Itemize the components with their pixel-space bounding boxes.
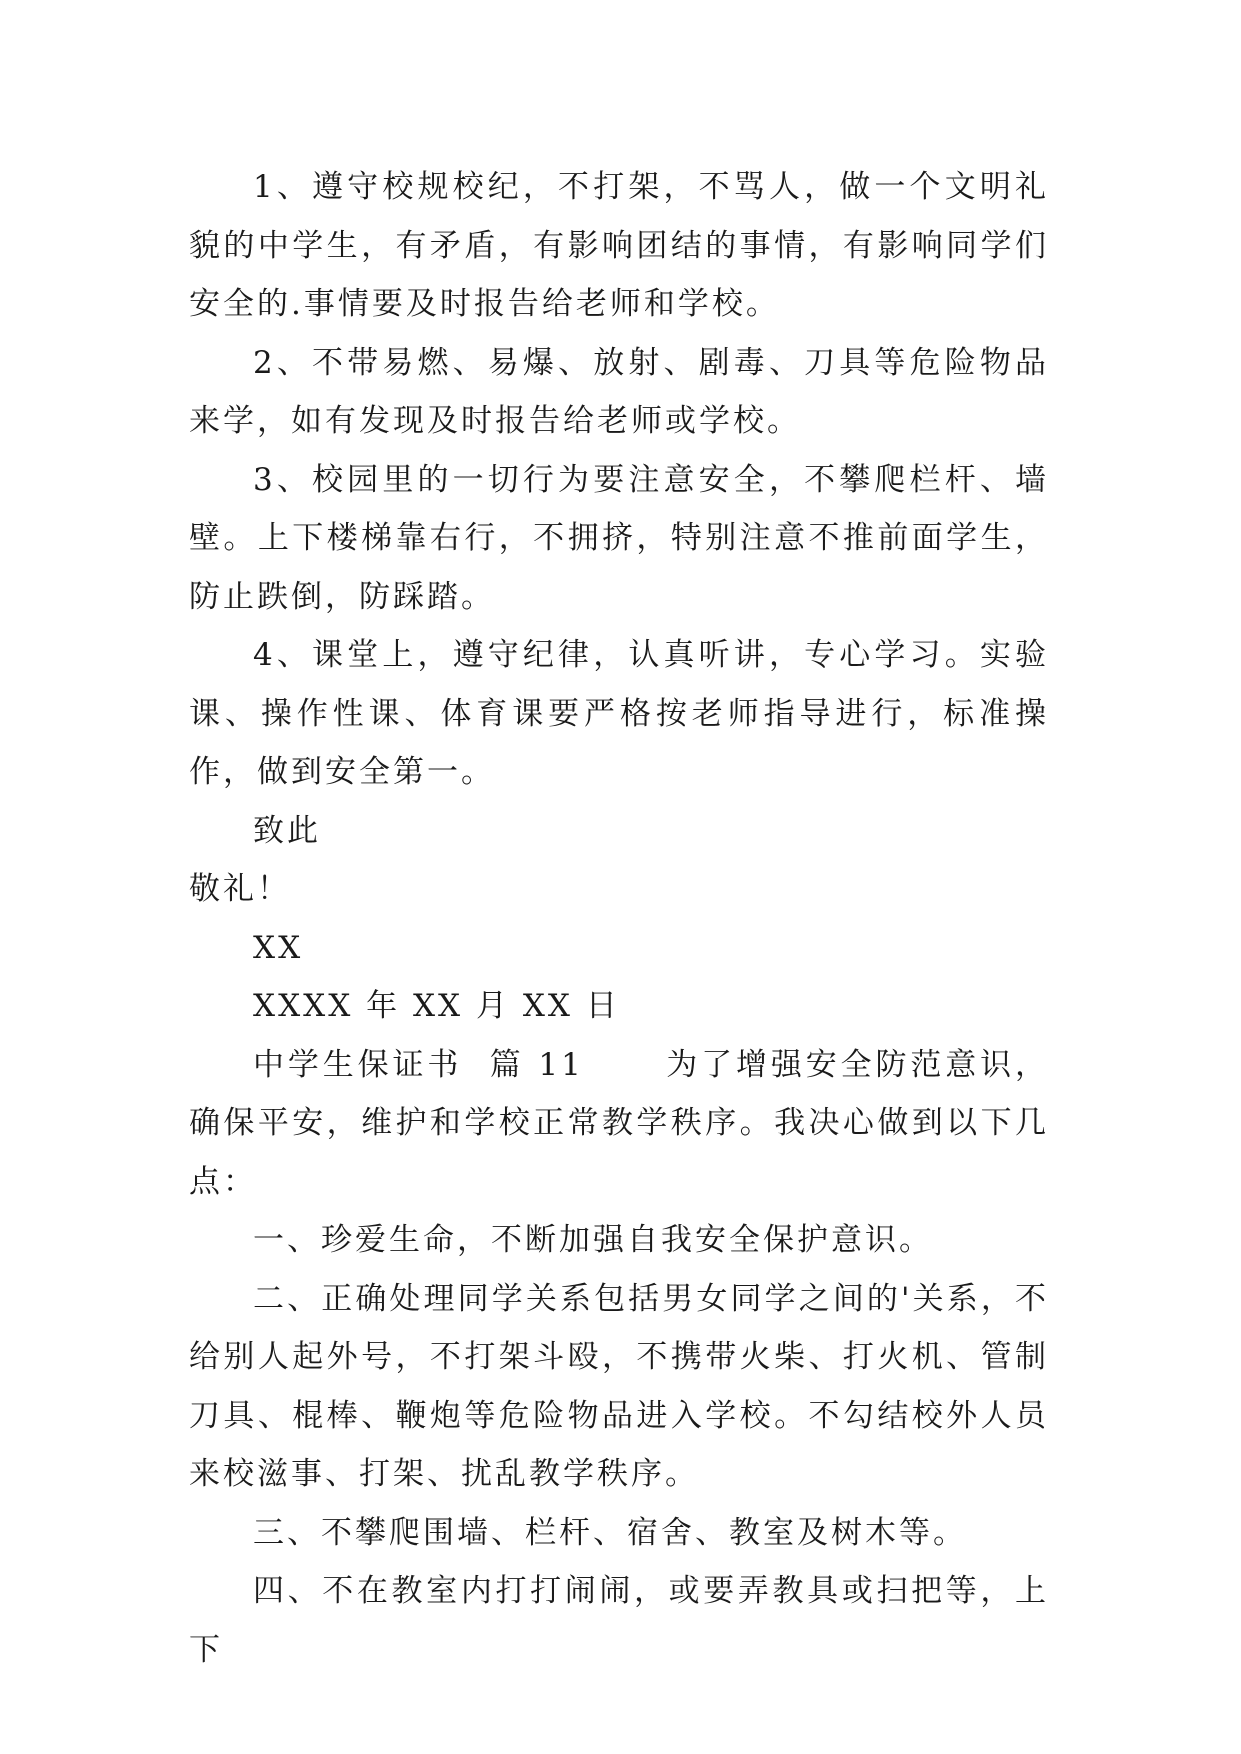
paragraph-item-3: 三、不攀爬围墙、栏杆、宿舍、教室及树木等。 <box>253 1514 967 1551</box>
paragraph-rule-1: 1、遵守校规校纪，不打架，不骂人，做一个文明礼貌的中学生，有矛盾，有影响团结的事情，有影响同学们安全的.事情要及时报告给老师和学校。 <box>189 169 1049 322</box>
paragraph-item-2: 二、正确处理同学关系包括男女同学之间的'关系，不给别人起外号，不打架斗殴，不携带火柴、打火机、管制刀具、棍棒、鞭炮等危险物品进入学校。不勾结校外人员来校滋事、打架、扰乱教学秩序。 <box>189 1280 1049 1492</box>
document-body <box>189 158 1049 1679</box>
paragraph-item-4: 四、不在教室内打打闹闹，或要弄教具或扫把等，上下 <box>189 1573 1049 1668</box>
signature-name: XX <box>253 929 304 966</box>
salutation: 敬礼！ <box>189 871 291 907</box>
paragraph-rule-2: 2、不带易燃、易爆、放射、剧毒、刀具等危险物品来学，如有发现及时报告给老师或学校。 <box>189 344 1049 439</box>
section-heading-paragraph: 中学生保证书 篇 11 为了增强安全防范意识，确保平安，维护和学校正常教学秩序。我决心做到以下几点： <box>189 1046 1049 1200</box>
paragraph-item-1: 一、珍爱生命，不断加强自我安全保护意识。 <box>253 1222 933 1258</box>
closing-phrase: 致此 <box>253 812 321 849</box>
signature-date: XXXX 年 XX 月 XX 日 <box>253 988 620 1024</box>
paragraph-rule-3: 3、校园里的一切行为要注意安全，不攀爬栏杆、墙壁。上下楼梯靠右行，不拥挤，特别注意不推前面学生，防止跌倒，防踩踏。 <box>189 461 1049 615</box>
paragraph-rule-4: 4、课堂上，遵守纪律，认真听讲，专心学习。实验课、操作性课、体育课要严格按老师指导进行，标准操作，做到安全第一。 <box>189 637 1049 790</box>
